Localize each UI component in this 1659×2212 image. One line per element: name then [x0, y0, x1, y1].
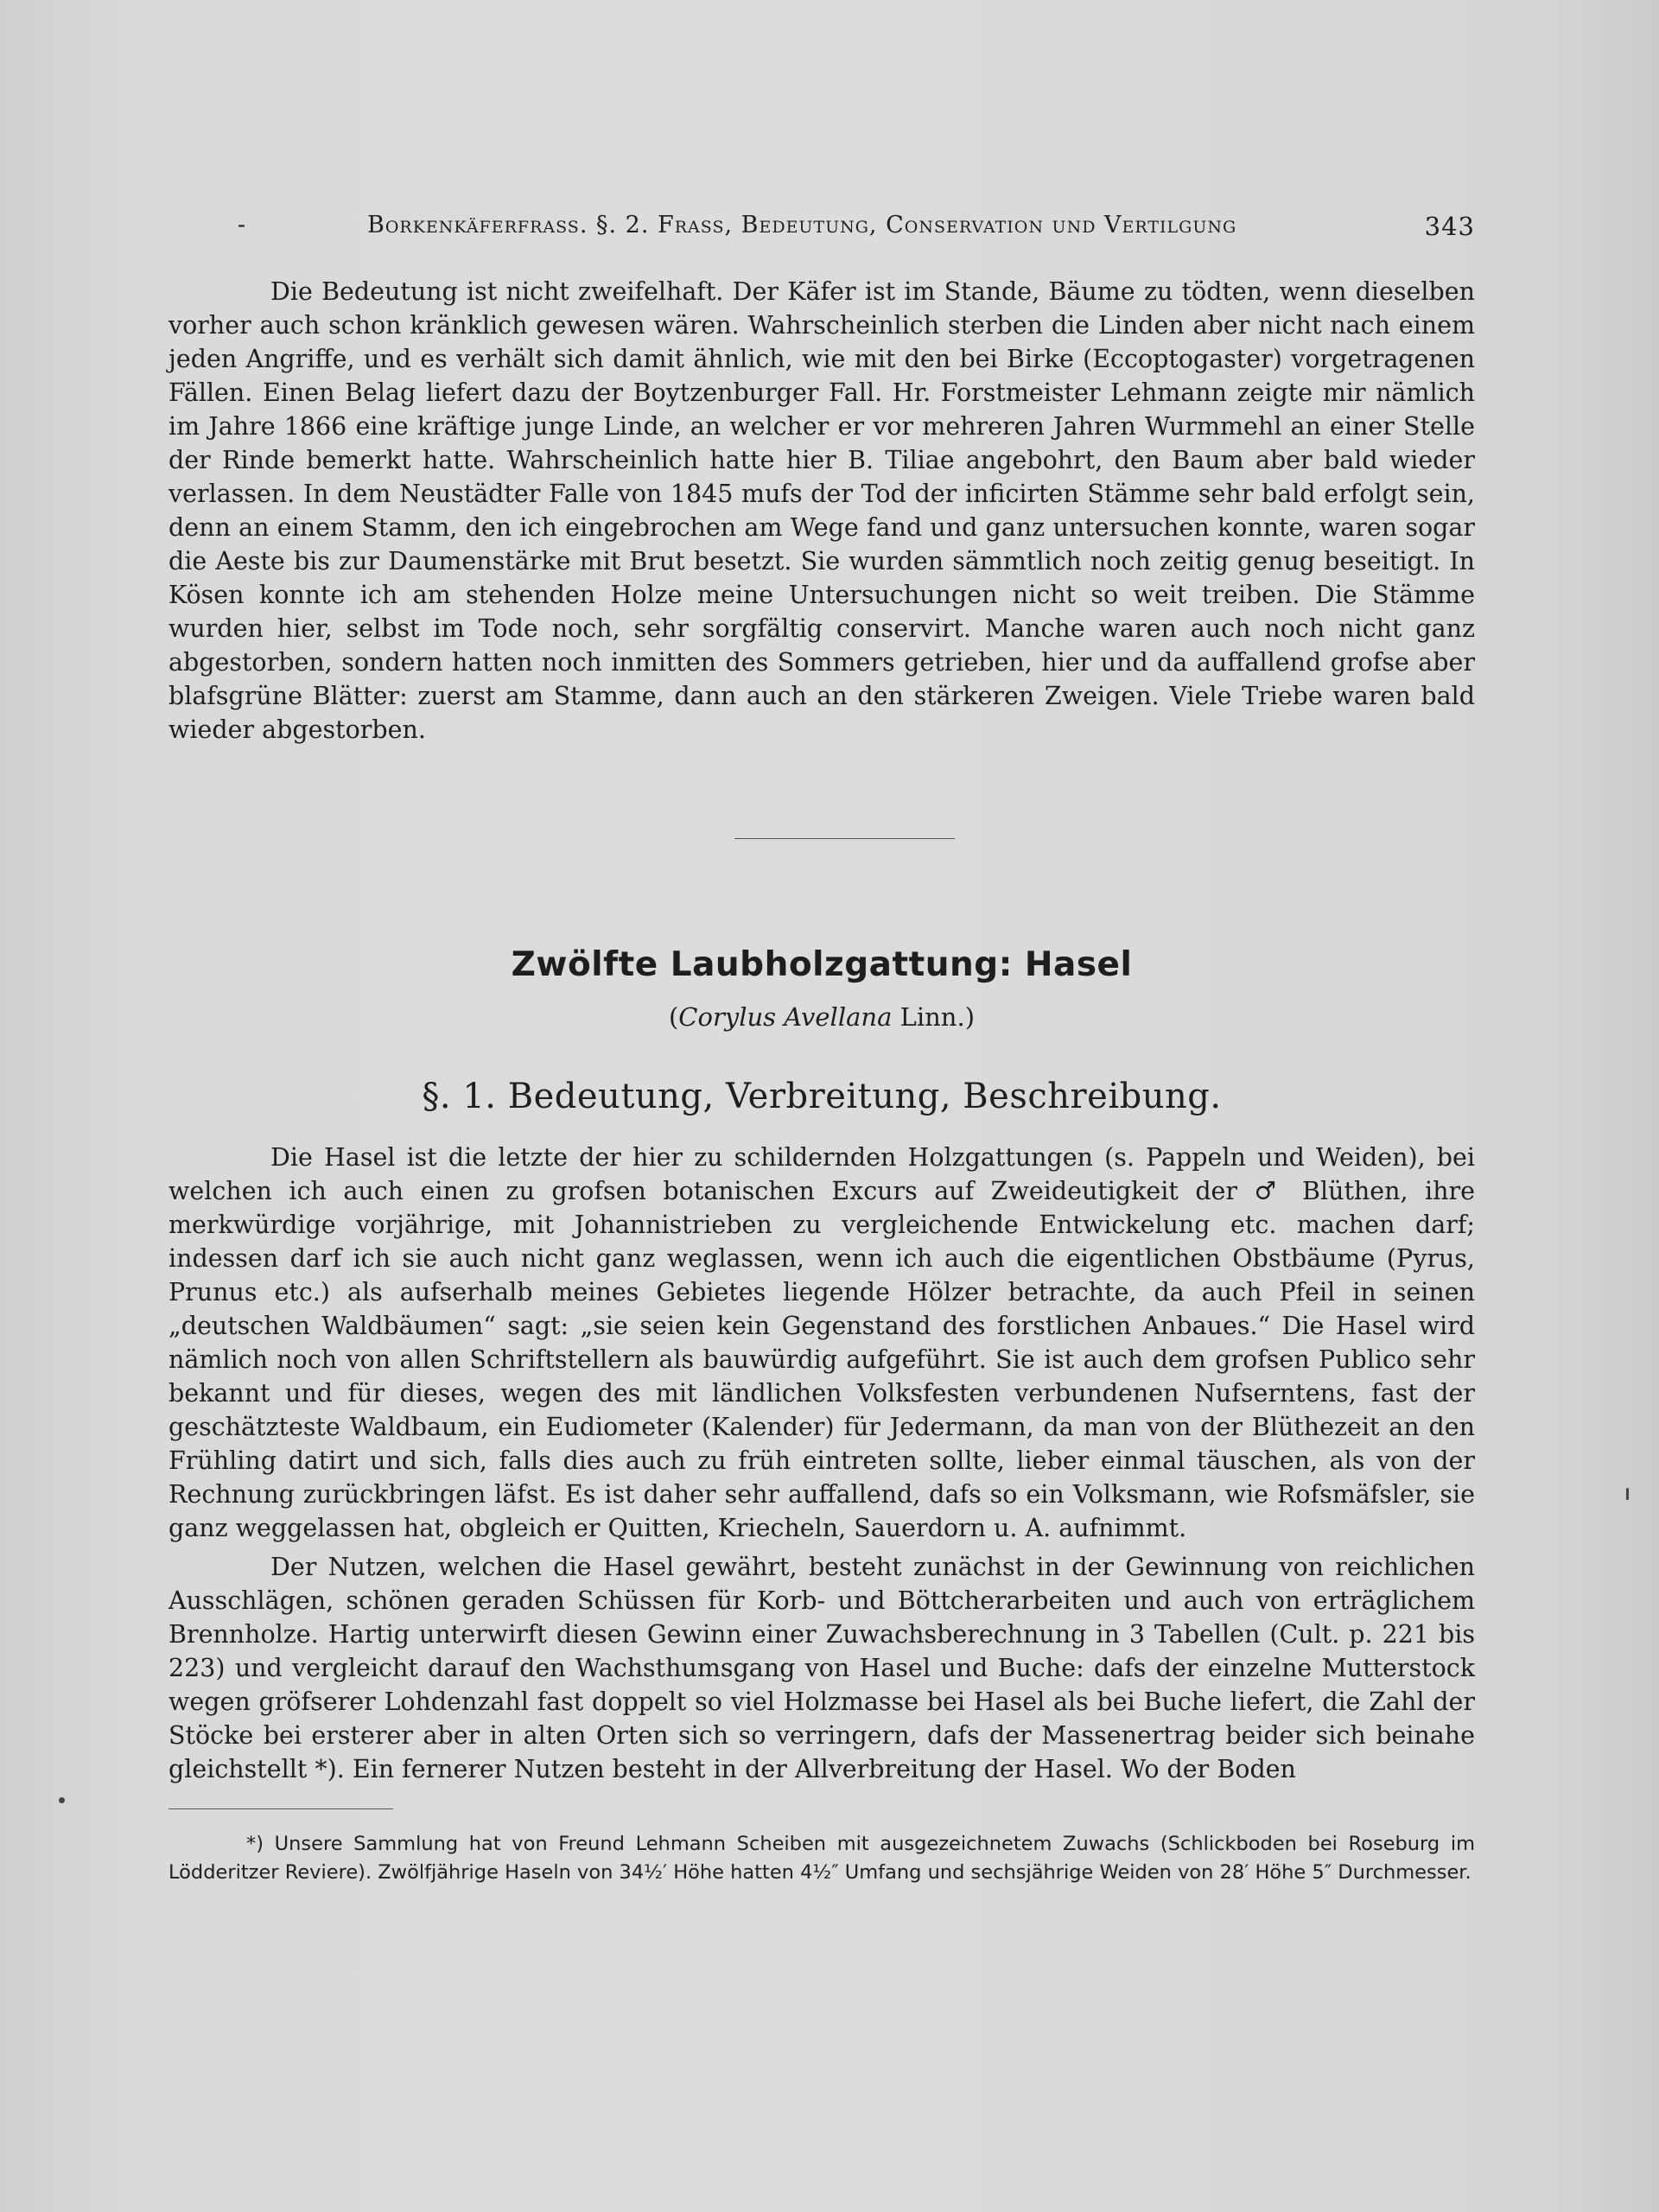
paragraph-block-3: [168, 1550, 1475, 1786]
footnote-rule: [168, 1808, 393, 1809]
genus-title: Zwölfte Laubholzgattung: Hasel: [511, 945, 1133, 984]
genus-author: Linn.: [899, 1002, 965, 1032]
paragraph-block-2: [168, 1141, 1475, 1545]
paragraph-2: Die Hasel ist die letzte der hier zu schildernden Holzgattungen (s. Pappeln und Weiden), bei welchen ich auch einen zu grofsen botanischen Excurs auf Zweideutigkeit der ♂ Blüthen, ihre merkwürdige vorjährige, mit Johannistrieben zu vergleichende Entwickelung etc. machen darf; indessen darf ich sie auch nicht ganz weglassen, wenn ich auch die eigentlichen Obstbäume (Pyrus, Prunus etc.) als aufserhalb meines Gebietes liegende Hölzer betrachte, da auch Pfeil in seinen „deutschen Waldbäumen“ sagt: „sie seien kein Gegenstand des forstlichen Anbaues.“ Die Hasel wird nämlich noch von allen Schriftstellern als bauwürdig aufgeführt. Sie ist auch dem grofsen Publico sehr bekannt und für dieses, wegen des mit ländlichen Volksfesten verbundenen Nufserntens, fast der geschätzteste Waldbaum, ein Eudiometer (Kalender) für Jedermann, da man von der Blüthezeit an den Frühling datirt und sich, falls dies auch zu früh eintreten sollte, lieber einmal täuschen, als von der Rechnung zurückbringen läfst. Es ist daher sehr auffallend, dafs so ein Volksmann, wie Rofsmäfsler, sie ganz weggelassen hat, obgleich er Quitten, Kriecheln, Sauerdorn u. A. aufnimmt.: [168, 1143, 1475, 1542]
page-number: 343: [1424, 212, 1475, 241]
paragraph-1: Die Bedeutung ist nicht zweifelhaft. Der Käfer ist im Stande, Bäume zu tödten, wenn dieselben vorher auch schon kränklich gewesen wären. Wahrscheinlich sterben die Linden aber nicht nach einem jeden Angriffe, und es verhält sich damit ähnlich, wie mit den bei Birke (Eccoptogaster) vorgetragenen Fällen. Einen Belag liefert dazu der Boytzenburger Fall. Hr. Forstmeister Lehmann zeigte mir nämlich im Jahre 1866 eine kräftige junge Linde, an welcher er vor mehreren Jahren Wurmmehl an einer Stelle der Rinde bemerkt hatte. Wahrscheinlich hatte hier B. Tiliae angebohrt, den Baum aber bald wieder verlassen. In dem Neustädter Falle von 1845 mufs der Tod der inficirten Stämme sehr bald erfolgt sein, denn an einem Stamm, den ich eingebrochen am Wege fand und ganz untersuchen konnte, waren sogar die Aeste bis zur Daumenstärke mit Brut besetzt. Sie wurden sämmtlich noch zeitig genug beseitigt. In Kösen konnte ich am stehenden Holze meine Untersuchungen nicht so weit treiben. Die Stämme wurden hier, selbst im Tode noch, sehr sorgfältig conservirt. Manche waren auch noch nicht ganz abgestorben, sondern hatten noch inmitten des Sommers getrieben, hier und da auffallend grofse aber blafsgrüne Blätter: zuerst am Stamme, dann auch an den stärkeren Zweigen. Viele Triebe waren bald wieder abgestorben.: [168, 277, 1475, 744]
paragraph-block-1: [168, 275, 1475, 747]
running-title: Borkenkäferfrass. §. 2. Frass, Bedeutung, Conservation und Vertilgung: [367, 212, 1237, 238]
genus-subtitle: (Corylus Avellana Linn.): [668, 1002, 976, 1032]
header-dash: -: [238, 212, 247, 238]
section-divider: [734, 838, 955, 839]
running-head: [168, 212, 1475, 246]
section-title: §. 1. Bedeutung, Verbreitung, Beschreibung.: [422, 1077, 1222, 1116]
ink-speck: [1626, 1488, 1629, 1500]
paragraph-3: Der Nutzen, welchen die Hasel gewährt, besteht zunächst in der Gewinnung von reichlichen Ausschlägen, schönen geraden Schüssen für Korb- und Böttcherarbeiten und auch von erträglichem Brennholze. Hartig unterwirft diesen Gewinn einer Zuwachsberechnung in 3 Tabellen (Cult. p. 221 bis 223) und vergleicht darauf den Wachsthumsgang von Hasel und Buche: dafs der einzelne Mutterstock wegen gröfserer Lohdenzahl fast doppelt so viel Holzmasse bei Hasel als bei Buche liefert, die Zahl der Stöcke bei ersterer aber in alten Orten sich so verringern, dafs der Massenertrag beider sich beinahe gleichstellt *). Ein fernerer Nutzen besteht in der Allverbreitung der Hasel. Wo der Boden: [168, 1553, 1475, 1783]
ink-speck: [59, 1797, 65, 1803]
footnote: *) Unsere Sammlung hat von Freund Lehmann Scheiben mit ausgezeichnetem Zuwachs (Schlickboden bei Roseburg im Lödderitzer Reviere). Zwölfjährige Haseln von 34½′ Höhe hatten 4½″ Umfang und sechsjährige Weiden von 28′ Höhe 5″ Durchmesser.: [168, 1833, 1475, 1884]
genus-latin-name: Corylus Avellana: [678, 1002, 893, 1032]
